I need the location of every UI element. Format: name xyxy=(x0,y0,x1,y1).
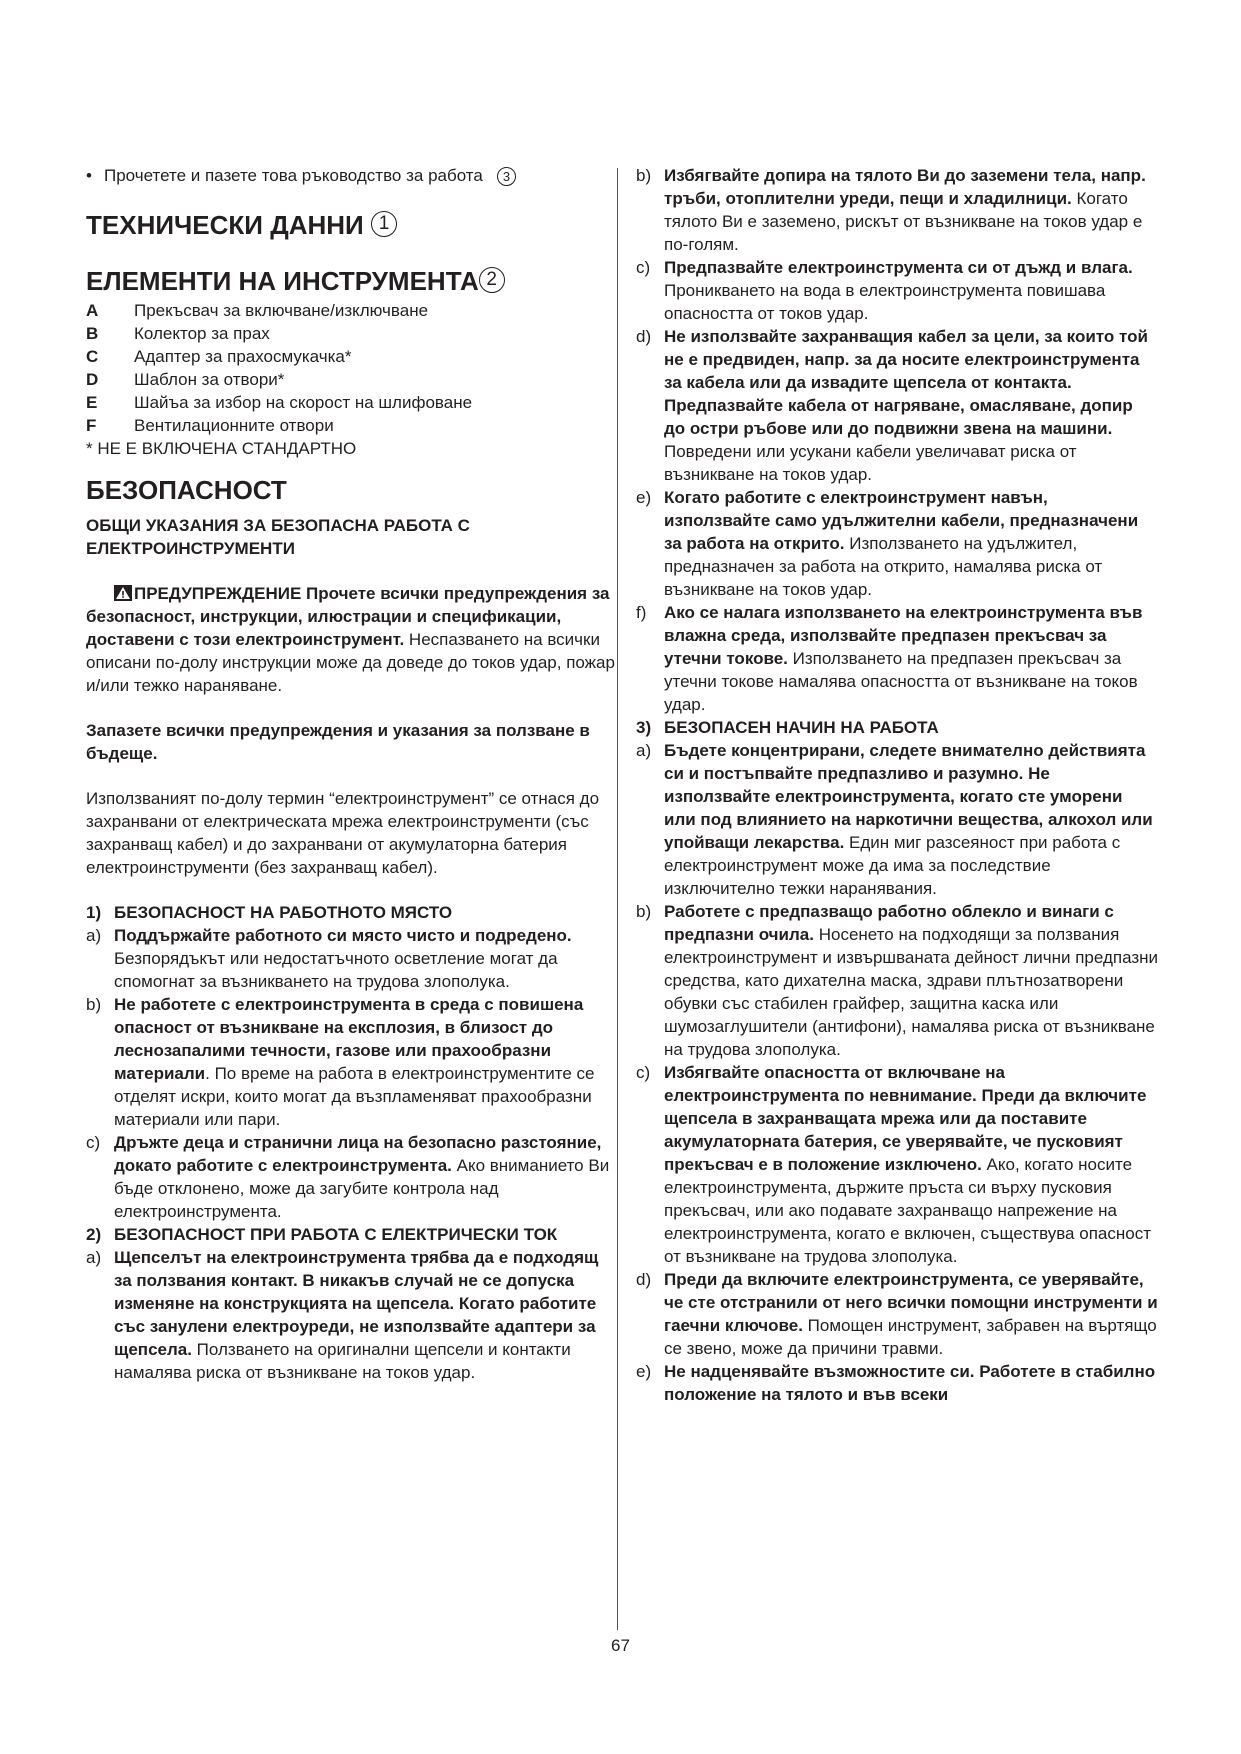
item-letter: c) xyxy=(636,258,651,277)
warning-icon xyxy=(114,585,132,601)
element-label: Адаптер за прахосмукачка* xyxy=(134,347,352,366)
item-bold: Бъдете концентрирани, следете внимателно действията си и постъпвайте предпазливо и разумно. Не използвайте електроинструмента, когато сте уморени или под влиянието на наркотични вещества, алкохол или упойващи лекарства. xyxy=(664,741,1153,852)
list-item xyxy=(636,1268,1158,1360)
item-bold: Когато работите с електроинструмент навън, използвайте само удължителни кабели, предназначени за работа на открито. xyxy=(664,488,1139,553)
item-letter: d) xyxy=(636,1270,652,1289)
safety-subtitle: ОБЩИ УКАЗАНИЯ ЗА БЕЗОПАСНА РАБОТА С ЕЛЕКТРОИНСТРУМЕНТИ xyxy=(86,516,470,558)
item-text: Ако, когато носите електроинструмента, държите пръста си върху пусковия прекъсвач, или ако подавате захранващо напрежение на електроинструмента, когато е включен, съществува опасност от възникване на трудова злополука. xyxy=(664,1155,1151,1266)
section-title: БЕЗОПАСНОСТ НА РАБОТНОТО МЯСТО xyxy=(114,903,453,922)
right-column xyxy=(636,164,1158,1406)
left-column xyxy=(86,164,616,1384)
figure-ref-3: 3 xyxy=(497,167,516,186)
tech-data-heading xyxy=(86,209,616,241)
item-letter: c) xyxy=(86,1133,101,1152)
element-row xyxy=(86,322,616,345)
list-item xyxy=(86,924,616,993)
list-item xyxy=(636,900,1158,1061)
item-text: Използването на предпазен прекъсвач за утечни токове намалява опасността от възникване на токов удар. xyxy=(664,649,1138,714)
element-key: D xyxy=(86,370,99,389)
safety-heading: БЕЗОПАСНОСТ xyxy=(86,475,287,505)
list-item xyxy=(636,486,1158,601)
item-text: Използването на удължител, предназначен за работа на открито, намалява риска от възникване на токов удар. xyxy=(664,534,1103,599)
page-number: 67 xyxy=(611,1636,630,1655)
item-bold: Дръжте деца и странични лица на безопасно разстояние, докато работите с електроинструмента. xyxy=(114,1133,602,1175)
item-text: Безпорядъкът или недостатъчното осветление могат да спомогнат за възникването на трудова злополука. xyxy=(114,949,558,991)
item-letter: b) xyxy=(86,995,102,1014)
list-item xyxy=(636,1360,1158,1406)
figure-ref-1: 1 xyxy=(371,211,397,237)
item-letter: a) xyxy=(86,926,102,945)
intro-bullet-text: Прочетете и пазете това ръководство за работа xyxy=(104,166,483,185)
elements-heading xyxy=(86,265,616,297)
section-2-heading xyxy=(86,1223,616,1246)
section-number: 3) xyxy=(636,718,652,737)
item-letter: a) xyxy=(636,741,652,760)
item-letter: d) xyxy=(636,327,652,346)
element-key: B xyxy=(86,324,99,343)
item-bold: Избягвайте опасността от включване на електроинструмента по невнимание. Преди да включите щепсела в захранващата мрежа или да поставите акумулаторната батерия, се уверявайте, че пусковият прекъсвач е в положение изключено. xyxy=(664,1063,1147,1174)
item-text: Повредени или усукани кабели увеличават риска от възникване на токов удар. xyxy=(664,442,1077,484)
item-letter: b) xyxy=(636,902,652,921)
column-divider xyxy=(617,168,618,1630)
list-item xyxy=(636,601,1158,716)
element-label: Шаблон за отвори* xyxy=(134,370,285,389)
list-item xyxy=(86,993,616,1131)
list-item xyxy=(636,164,1158,256)
section-number: 1) xyxy=(86,903,102,922)
item-bold: Не надценявайте възможностите си. Работете в стабилно положение на тялото и във всеки xyxy=(664,1362,1156,1404)
list-item xyxy=(86,1246,616,1384)
elements-list xyxy=(86,299,616,460)
element-label: Прекъсвач за включване/изключване xyxy=(134,301,429,320)
item-bold: Щепселът на електроинструмента трябва да е подходящ за ползвания контакт. В никакъв случай не се допуска изменяне на конструкцията на щепсела. Когато работите със занулени електроуреди, не използвайте адаптери за щепсела. xyxy=(114,1248,599,1359)
item-letter: e) xyxy=(636,488,652,507)
warning-text: Неспазването на всички описани по-долу инструкции може да доведе до токов удар, пожар и/или тежко нараняване. xyxy=(86,630,615,695)
item-bold: Не използвайте захранващия кабел за цели, за които той не е предвиден, напр. за да носите електроинструмента за кабела или да извадите щепсела от контакта. Предпазвайте кабела от нагряване, омасляване, допир до остри ръбове или до подвижни звена на машини. xyxy=(664,327,1148,438)
elements-title: ЕЛЕМЕНТИ НА ИНСТРУМЕНТА xyxy=(86,266,479,296)
element-key: C xyxy=(86,347,99,366)
figure-ref-2: 2 xyxy=(479,267,505,293)
element-label: Шайъа за избор на скорост на шлифоване xyxy=(134,393,473,412)
element-row xyxy=(86,391,616,414)
element-key: F xyxy=(86,416,97,435)
list-item xyxy=(86,1131,616,1223)
item-letter: b) xyxy=(636,166,652,185)
section-number: 2) xyxy=(86,1225,102,1244)
section-title: БЕЗОПАСЕН НАЧИН НА РАБОТА xyxy=(664,718,939,737)
item-text: Проникването на вода в електроинструмента повишава опасността от токов удар. xyxy=(664,281,1106,323)
item-bold: Поддържайте работното си място чисто и подредено. xyxy=(114,926,572,945)
item-bold: Преди да включите електроинструмента, се уверявайте, че сте отстранили от него всички помощни инструменти и гаечни ключове. xyxy=(664,1270,1158,1335)
item-text: Ако вниманието Ви бъде отклонено, може да загубите контрола над електроинструмента. xyxy=(114,1156,610,1221)
elements-footnote: * НЕ Е ВКЛЮЧЕНА СТАНДАРТНО xyxy=(86,439,357,458)
item-letter: e) xyxy=(636,1362,652,1381)
element-label: Вентилационните отвори xyxy=(134,416,334,435)
item-bold: Предпазвайте електроинструмента си от дъжд и влага. xyxy=(664,258,1133,277)
warning-paragraph xyxy=(86,582,616,697)
intro-bullet xyxy=(86,164,616,187)
warning-bold: ПРЕДУПРЕЖДЕНИЕ Прочете всички предупреждения за безопасност, инструкции, илюстрации и спецификации, доставени с този електроинструмент. xyxy=(86,584,610,649)
item-text: Когато тялото Ви е заземено, рискът от възникване на токов удар е по-голям. xyxy=(664,189,1143,254)
tech-data-title: ТЕХНИЧЕСКИ ДАННИ xyxy=(86,210,364,240)
section-3-heading xyxy=(636,716,1158,739)
bullet-marker: • xyxy=(86,166,92,185)
element-row xyxy=(86,345,616,368)
item-bold: Не работете с електроинструмента в среда с повишена опасност от възникване на експлозия, в близост до леснозапалими течности, газове или прахообразни материали xyxy=(114,995,584,1083)
item-letter: a) xyxy=(86,1248,102,1267)
list-item xyxy=(636,739,1158,900)
item-letter: c) xyxy=(636,1063,651,1082)
element-row xyxy=(86,368,616,391)
item-text: Помощен инструмент, забравен на въртящо се звено, може да причини травми. xyxy=(664,1316,1157,1358)
item-text: . По време на работа в електроинструментите се отделят искри, които могат да възпламеняват прахообразни материали или пари. xyxy=(114,1064,595,1129)
list-item xyxy=(636,325,1158,486)
item-bold: Избягвайте допира на тялото Ви до заземени тела, напр. тръби, отоплителни уреди, пещи и хладилници. xyxy=(664,166,1146,208)
list-item xyxy=(636,256,1158,325)
element-key: E xyxy=(86,393,98,412)
item-text: Един миг разсеяност при работа с електроинструмент може да има за последствие изключително тежки наранявания. xyxy=(664,833,1121,898)
element-row xyxy=(86,414,616,437)
section-title: БЕЗОПАСНОСТ ПРИ РАБОТА С ЕЛЕКТРИЧЕСКИ ТОК xyxy=(114,1225,558,1244)
element-row xyxy=(86,299,616,322)
element-key: A xyxy=(86,301,99,320)
element-label: Колектор за прах xyxy=(134,324,270,343)
item-text: Ползването на оригинални щепсели и контакти намалява риска от възникване на токов удар. xyxy=(114,1340,571,1382)
section-1-heading xyxy=(86,901,616,924)
save-note: Запазете всички предупреждения и указания за ползване в бъдеще. xyxy=(86,721,590,763)
list-item xyxy=(636,1061,1158,1268)
item-text: Носенето на подходящи за ползвания електроинструмент и извършваната дейност лични предпазни средства, като дихателна маска, здрави плътнозатворени обувки със стабилен грайфер, защитна каска или шумозаглушители (антифони), намалява риска от възникване на трудова злополука. xyxy=(664,925,1159,1059)
item-bold: Ако се налага използването на електроинструмента във влажна среда, използвайте предпазен прекъсвач за утечни токове. xyxy=(664,603,1143,668)
item-letter: f) xyxy=(636,603,647,622)
term-note: Използваният по-долу термин “електроинструмент” се отнася до захранвани от електрическата мрежа електроинструменти (със захранващ кабел) и до захранвани от акумулаторна батерия електроинструменти (без захранващ кабел). xyxy=(86,789,600,877)
item-bold: Работете с предпазващо работно облекло и винаги с предпазни очила. xyxy=(664,902,1114,944)
